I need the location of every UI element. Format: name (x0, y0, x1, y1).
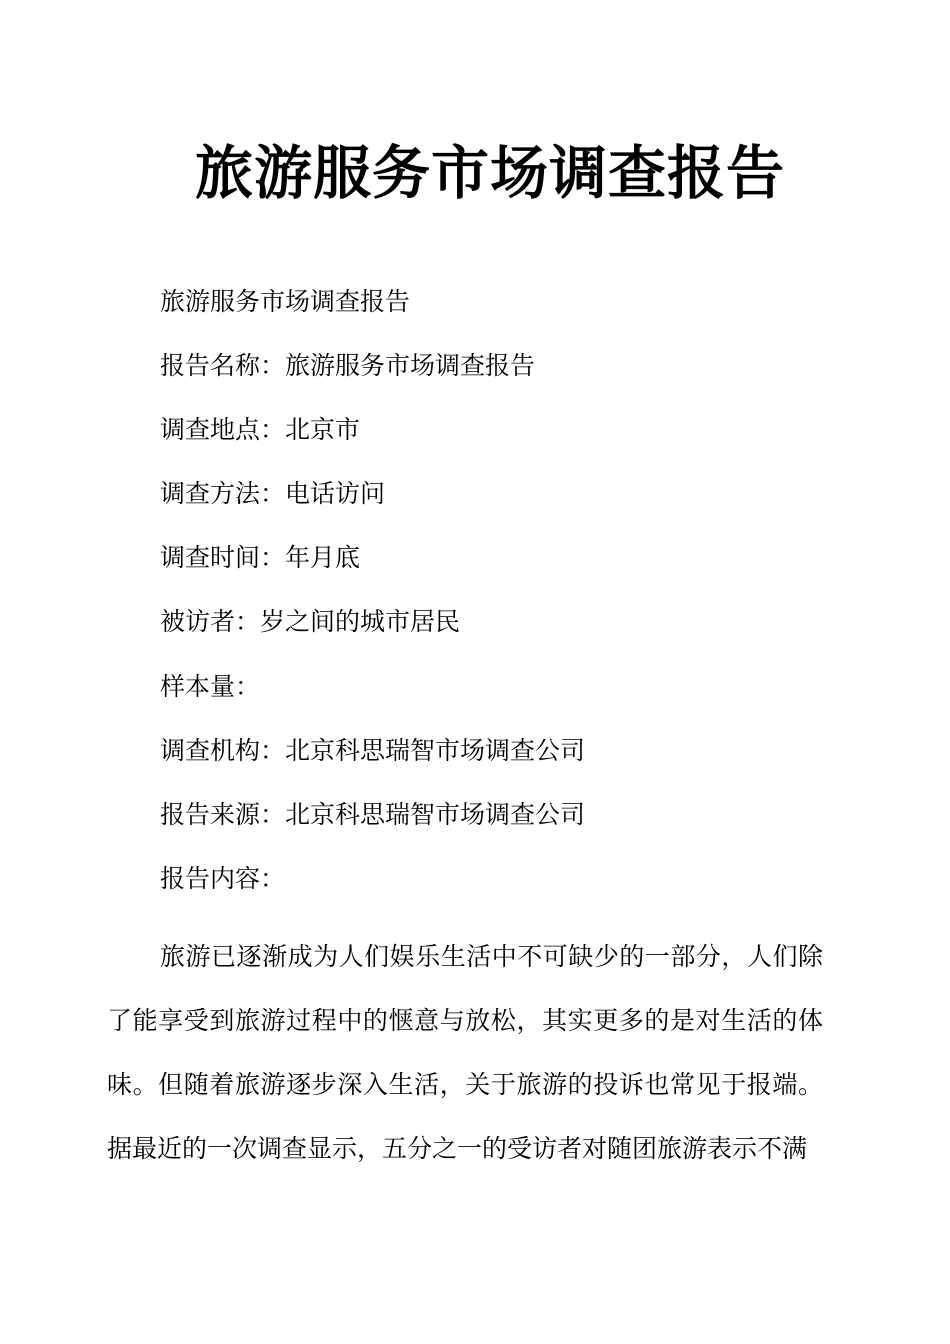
field-survey-agency: 调查机构：北京科思瑞智市场调查公司 (160, 736, 586, 765)
field-survey-location: 调查地点：北京市 (160, 415, 361, 444)
field-survey-method: 调查方法：电话访问 (160, 479, 386, 508)
body-paragraph: 旅游已逐渐成为人们娱乐生活中不可缺少的一部分，人们除了能享受到旅游过程中的惬意与放松，其实更多的是对生活的体味。但随着旅游逐步深入生活，关于旅游的投诉也常见于报端。据最近的一次调查显示，五分之一的受访者对随团旅游表示不满 (107, 942, 823, 1163)
field-report-name: 报告名称：旅游服务市场调查报告 (160, 351, 536, 380)
field-report-source: 报告来源：北京科思瑞智市场调查公司 (160, 800, 586, 829)
field-survey-time: 调查时间：年月底 (160, 543, 361, 572)
report-subtitle: 旅游服务市场调查报告 (160, 287, 411, 316)
document-title: 旅游服务市场调查报告 (194, 139, 785, 207)
field-respondents: 被访者：岁之间的城市居民 (160, 607, 461, 636)
field-report-content: 报告内容： (160, 864, 286, 893)
field-sample-size: 样本量： (160, 672, 261, 701)
